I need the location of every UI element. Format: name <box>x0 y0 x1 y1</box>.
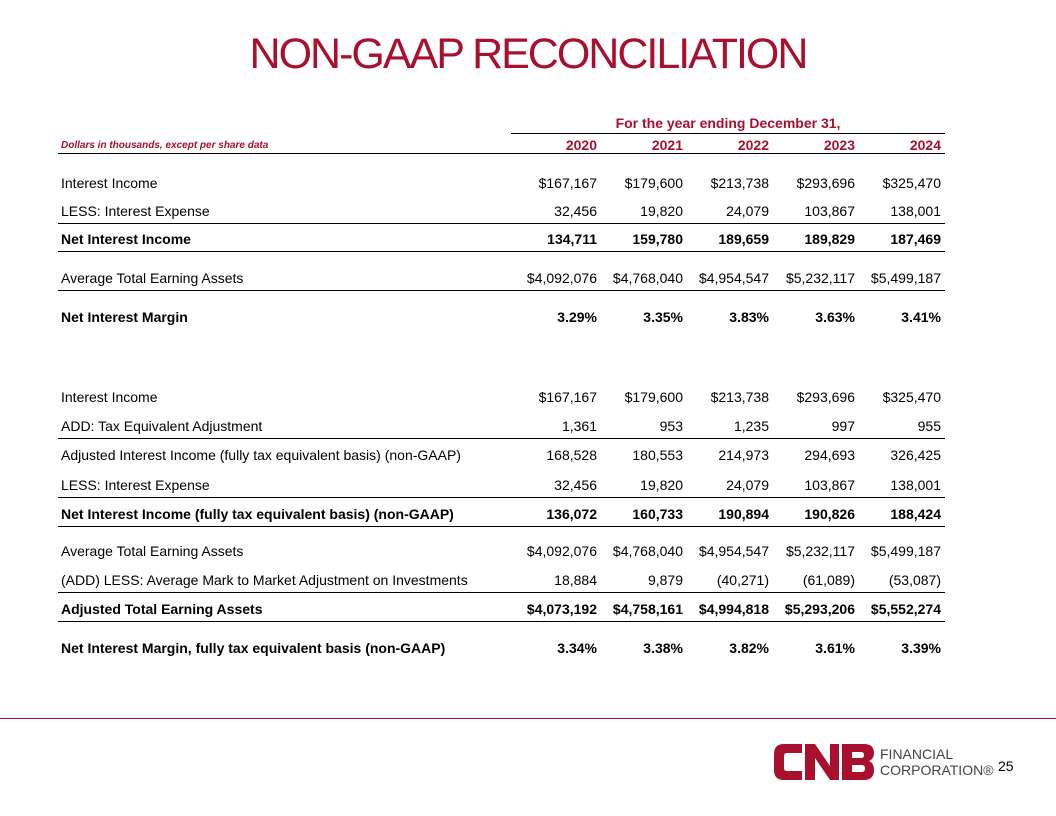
row-value-2023: 189,829 <box>804 231 855 247</box>
row-value-2022: 3.82% <box>729 640 769 656</box>
row-value-2022: 3.83% <box>729 309 769 325</box>
row-value-2023: 103,867 <box>804 477 855 493</box>
row-value-2023: $293,696 <box>796 175 855 191</box>
row-value-2020: 32,456 <box>554 477 597 493</box>
row-value-2021: 19,820 <box>640 203 683 219</box>
row-value-2020: 3.29% <box>557 309 597 325</box>
row-value-2023: $5,293,206 <box>784 601 855 617</box>
row-value-2023: 103,867 <box>804 203 855 219</box>
row-value-2023: 294,693 <box>804 447 855 463</box>
year-header-2024: 2024 <box>909 137 941 153</box>
row-value-2021: $4,768,040 <box>612 543 683 559</box>
table-row <box>58 599 945 622</box>
row-value-2024: 3.41% <box>901 309 941 325</box>
table-row <box>58 173 945 195</box>
row-value-2021: $179,600 <box>624 389 683 405</box>
table-row <box>58 416 945 439</box>
row-value-2024: 955 <box>917 418 941 434</box>
company-logo <box>772 742 994 784</box>
page-title: NON-GAAP RECONCILIATION <box>249 30 807 78</box>
table-row <box>58 229 945 252</box>
row-label: ADD: Tax Equivalent Adjustment <box>61 418 263 434</box>
row-value-2022: (40,271) <box>716 572 769 588</box>
row-value-2022: 1,235 <box>733 418 769 434</box>
row-label: Interest Income <box>61 175 158 191</box>
row-value-2024: $5,552,274 <box>870 601 941 617</box>
table-row <box>58 475 945 498</box>
units-note: Dollars in thousands, except per share data <box>61 140 269 151</box>
row-value-2021: $4,758,161 <box>612 601 683 617</box>
row-value-2024: 3.39% <box>901 640 941 656</box>
year-header-2022: 2022 <box>737 137 769 153</box>
footer-rule <box>0 718 1056 719</box>
row-value-2020: $4,092,076 <box>526 543 597 559</box>
row-value-2022: 190,894 <box>718 506 769 522</box>
row-value-2024: 326,425 <box>890 447 941 463</box>
row-value-2022: 214,973 <box>718 447 769 463</box>
row-value-2021: 180,553 <box>632 447 683 463</box>
row-value-2020: 136,072 <box>546 506 597 522</box>
row-value-2021: 3.38% <box>643 640 683 656</box>
row-value-2022: $4,954,547 <box>698 543 769 559</box>
row-value-2024: $325,470 <box>882 175 941 191</box>
row-value-2023: 997 <box>831 418 855 434</box>
row-value-2021: $4,768,040 <box>612 270 683 286</box>
row-value-2023: $5,232,117 <box>785 270 855 286</box>
table-row <box>58 570 945 593</box>
table-row <box>58 307 945 329</box>
row-label: LESS: Interest Expense <box>61 477 210 493</box>
row-value-2020: 32,456 <box>554 203 597 219</box>
row-label: Net Interest Margin <box>61 309 188 325</box>
period-header: For the year ending December 31, <box>615 115 841 131</box>
row-value-2021: 3.35% <box>643 309 683 325</box>
row-value-2022: $213,738 <box>710 389 769 405</box>
row-value-2020: $167,167 <box>538 175 597 191</box>
row-value-2024: 138,001 <box>890 203 941 219</box>
row-value-2024: $5,499,187 <box>870 543 941 559</box>
row-value-2021: 159,780 <box>632 231 683 247</box>
row-value-2020: 168,528 <box>546 447 597 463</box>
row-value-2023: $293,696 <box>796 389 855 405</box>
row-value-2023: 3.63% <box>815 309 855 325</box>
row-value-2020: 3.34% <box>557 640 597 656</box>
page-number: 25 <box>998 758 1014 774</box>
row-value-2021: 19,820 <box>640 477 683 493</box>
logo-line-financial: FINANCIAL <box>880 746 954 762</box>
table-row <box>58 268 945 291</box>
row-value-2022: 189,659 <box>718 231 769 247</box>
year-header-2023: 2023 <box>823 137 855 153</box>
table-row <box>58 504 945 527</box>
row-value-2020: 1,361 <box>561 418 597 434</box>
cnb-logo-mark <box>772 742 876 782</box>
row-value-2020: 134,711 <box>547 231 597 247</box>
row-value-2022: 24,079 <box>726 477 769 493</box>
row-value-2024: 138,001 <box>890 477 941 493</box>
table-row <box>58 541 945 563</box>
row-value-2020: $4,073,192 <box>526 601 597 617</box>
row-value-2022: $213,738 <box>710 175 769 191</box>
row-value-2020: $4,092,076 <box>526 270 597 286</box>
row-value-2024: (53,087) <box>888 572 941 588</box>
row-label: Average Total Earning Assets <box>61 543 244 559</box>
row-value-2024: 188,424 <box>890 506 941 522</box>
row-value-2021: 9,879 <box>647 572 683 588</box>
row-label: Net Interest Income <box>61 231 191 247</box>
table-row <box>58 445 945 467</box>
table-row <box>58 201 945 224</box>
row-value-2023: (61,089) <box>802 572 855 588</box>
row-value-2021: $179,600 <box>624 175 683 191</box>
logo-line-corporation: CORPORATION® <box>880 762 994 778</box>
year-header-2020: 2020 <box>565 137 597 153</box>
row-label: (ADD) LESS: Average Mark to Market Adjustment on Investments <box>61 572 468 588</box>
row-value-2022: $4,954,547 <box>698 270 769 286</box>
row-value-2021: 160,733 <box>632 506 683 522</box>
row-value-2020: $167,167 <box>538 389 597 405</box>
row-label: LESS: Interest Expense <box>61 203 210 219</box>
table-row <box>58 387 945 409</box>
row-value-2023: 190,826 <box>804 506 855 522</box>
table-header-rule <box>58 153 945 154</box>
row-label: Net Interest Margin, fully tax equivalent basis (non-GAAP) <box>61 640 446 656</box>
row-value-2021: 953 <box>659 418 683 434</box>
row-label: Interest Income <box>61 389 158 405</box>
row-label: Average Total Earning Assets <box>61 270 244 286</box>
logo-wordmark <box>880 746 994 778</box>
year-header-2021: 2021 <box>651 137 683 153</box>
row-value-2024: $325,470 <box>882 389 941 405</box>
row-label: Adjusted Total Earning Assets <box>61 601 263 617</box>
row-value-2024: $5,499,187 <box>870 270 941 286</box>
period-header-rule <box>511 133 945 134</box>
row-value-2022: $4,994,818 <box>698 601 769 617</box>
table-row <box>58 638 945 660</box>
row-value-2022: 24,079 <box>726 203 769 219</box>
row-value-2024: 187,469 <box>890 231 941 247</box>
row-label: Adjusted Interest Income (fully tax equivalent basis) (non-GAAP) <box>61 447 461 463</box>
row-value-2023: $5,232,117 <box>785 543 855 559</box>
row-label: Net Interest Income (fully tax equivalent basis) (non-GAAP) <box>61 506 454 522</box>
row-value-2023: 3.61% <box>815 640 855 656</box>
row-value-2020: 18,884 <box>554 572 597 588</box>
